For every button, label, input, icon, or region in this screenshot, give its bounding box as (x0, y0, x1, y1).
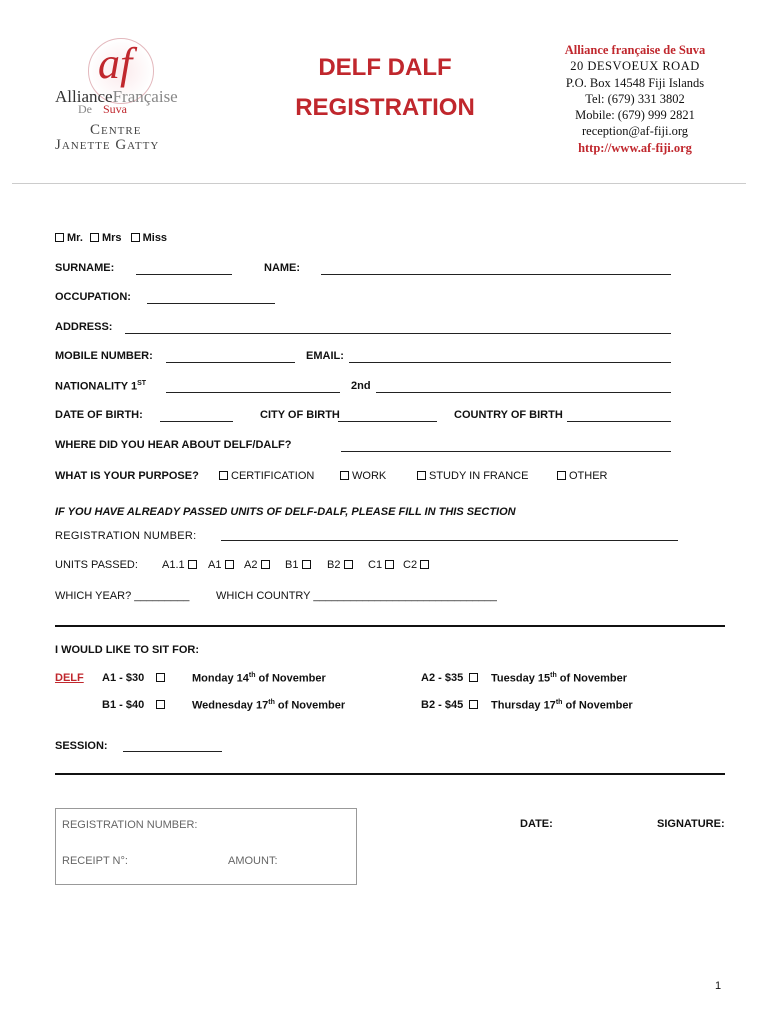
certification-checkbox[interactable] (219, 471, 228, 480)
logo-alliance: Alliance (55, 87, 113, 106)
city-label: CITY OF BIRTH (260, 409, 340, 421)
unit-b2[interactable]: B2 (327, 559, 356, 571)
logo-francaise: Française (112, 87, 178, 106)
signature-label: SIGNATURE: (657, 818, 725, 830)
passed-regnum-field[interactable] (221, 540, 678, 541)
unit-c1-checkbox[interactable] (385, 560, 394, 569)
a1-checkbox[interactable] (156, 673, 165, 682)
nationality-2-label: 2nd (351, 380, 371, 392)
mrs-label: Mrs (101, 232, 122, 244)
date-label: DATE: (520, 818, 553, 830)
b2-date: Thursday 17th of November (491, 699, 633, 712)
miss-checkbox[interactable] (131, 233, 140, 242)
unit-c2[interactable]: C2 (403, 559, 432, 571)
unit-a1-1[interactable]: A1.1 (162, 559, 200, 571)
dob-field[interactable] (160, 421, 233, 422)
units-label: UNITS PASSED: (55, 559, 138, 571)
b1-checkbox[interactable] (156, 700, 165, 709)
logo-janette: Janette Gatty (55, 137, 160, 153)
unit-c1[interactable]: C1 (368, 559, 397, 571)
occupation-label: OCCUPATION: (55, 291, 131, 303)
other-checkbox[interactable] (557, 471, 566, 480)
logo-centre: Centre (90, 122, 142, 138)
surname-field[interactable] (136, 274, 232, 275)
purpose-other[interactable]: OTHER (557, 470, 608, 482)
address-label: ADDRESS: (55, 321, 113, 333)
work-checkbox[interactable] (340, 471, 349, 480)
session-label: SESSION: (55, 740, 108, 752)
unit-b2-checkbox[interactable] (344, 560, 353, 569)
country-field[interactable] (567, 421, 671, 422)
option-b1[interactable]: B1 - $40 (102, 699, 168, 711)
email-label: EMAIL: (306, 350, 344, 362)
unit-b1[interactable]: B1 (285, 559, 314, 571)
city-field[interactable] (338, 421, 437, 422)
b2-checkbox[interactable] (469, 700, 478, 709)
passed-regnum-label: REGISTRATION NUMBER: (55, 530, 197, 542)
section-divider-2 (55, 773, 725, 775)
unit-a1[interactable]: A1 (208, 559, 237, 571)
mr-checkbox[interactable] (55, 233, 64, 242)
name-field[interactable] (321, 274, 671, 275)
contact-po: P.O. Box 14548 Fiji Islands (565, 75, 705, 90)
unit-a1-checkbox[interactable] (225, 560, 234, 569)
logo-mark: af (98, 39, 133, 88)
address-field[interactable] (125, 333, 671, 334)
a1-date: Monday 14th of November (192, 672, 326, 685)
mobile-field[interactable] (166, 362, 295, 363)
unit-a1-1-checkbox[interactable] (188, 560, 197, 569)
office-receipt-label: RECEIPT N°: (62, 855, 128, 867)
dob-label: DATE OF BIRTH: (55, 409, 143, 421)
purpose-label: WHAT IS YOUR PURPOSE? (55, 470, 199, 482)
option-b2[interactable]: B2 - $45 (421, 699, 481, 711)
session-field[interactable] (123, 751, 222, 752)
section-divider-1 (55, 625, 725, 627)
hear-label: WHERE DID YOU HEAR ABOUT DELF/DALF? (55, 439, 292, 451)
page-number: 1 (715, 980, 722, 992)
contact-web[interactable]: http://www.af-fiji.org (578, 140, 692, 155)
title-options (55, 232, 167, 244)
contact-email[interactable]: reception@af-fiji.org (581, 124, 689, 139)
logo-de: De (78, 102, 92, 116)
office-amount-label: AMOUNT: (228, 855, 278, 867)
unit-a2[interactable]: A2 (244, 559, 273, 571)
which-year[interactable]: WHICH YEAR? _________ (55, 590, 190, 602)
unit-a2-checkbox[interactable] (261, 560, 270, 569)
email-field[interactable] (349, 362, 671, 363)
mobile-label: MOBILE NUMBER: (55, 350, 153, 362)
which-country[interactable]: WHICH COUNTRY ______________________________ (216, 590, 497, 602)
contact-org: Alliance française de Suva (564, 43, 706, 57)
hear-field[interactable] (341, 451, 671, 452)
header-divider (12, 183, 746, 184)
unit-c2-checkbox[interactable] (420, 560, 429, 569)
option-a2[interactable]: A2 - $35 (421, 672, 481, 684)
passed-heading: IF YOU HAVE ALREADY PASSED UNITS OF DELF-DALF, PLEASE FILL IN THIS SECTION (55, 506, 516, 518)
purpose-work[interactable]: WORK (340, 470, 386, 482)
office-box (55, 808, 357, 885)
office-regnum-label: REGISTRATION NUMBER: (62, 819, 198, 831)
surname-label: SURNAME: (55, 262, 115, 274)
country-label: COUNTRY OF BIRTH (454, 409, 563, 421)
occupation-field[interactable] (147, 303, 275, 304)
mrs-checkbox[interactable] (90, 233, 99, 242)
contact-mobile: Mobile: (679) 999 2821 (575, 108, 695, 123)
title-line-1: DELF DALF (318, 54, 452, 81)
a2-checkbox[interactable] (469, 673, 478, 682)
contact-address: 20 DESVOEUX ROAD (570, 59, 700, 74)
delf-label: DELF (55, 672, 84, 684)
b1-date: Wednesday 17th of November (192, 699, 346, 712)
option-a1[interactable]: A1 - $30 (102, 672, 168, 684)
study-checkbox[interactable] (417, 471, 426, 480)
unit-b1-checkbox[interactable] (302, 560, 311, 569)
contact-block (538, 42, 732, 156)
miss-label: Miss (142, 232, 168, 244)
name-label: NAME: (264, 262, 301, 274)
page-title (290, 48, 480, 128)
purpose-certification[interactable]: CERTIFICATION (219, 470, 314, 482)
logo-suva: Suva (103, 102, 127, 116)
nationality-1-field[interactable] (166, 392, 340, 393)
sit-heading: I WOULD LIKE TO SIT FOR: (55, 644, 200, 656)
purpose-study[interactable]: STUDY IN FRANCE (417, 470, 528, 482)
title-line-2: REGISTRATION (295, 94, 475, 121)
nationality-label: NATIONALITY 1ST (55, 380, 147, 393)
a2-date: Tuesday 15th of November (491, 672, 628, 685)
mr-label: Mr. (67, 232, 83, 244)
nationality-2-field[interactable] (376, 392, 671, 393)
contact-tel: Tel: (679) 331 3802 (585, 91, 685, 106)
